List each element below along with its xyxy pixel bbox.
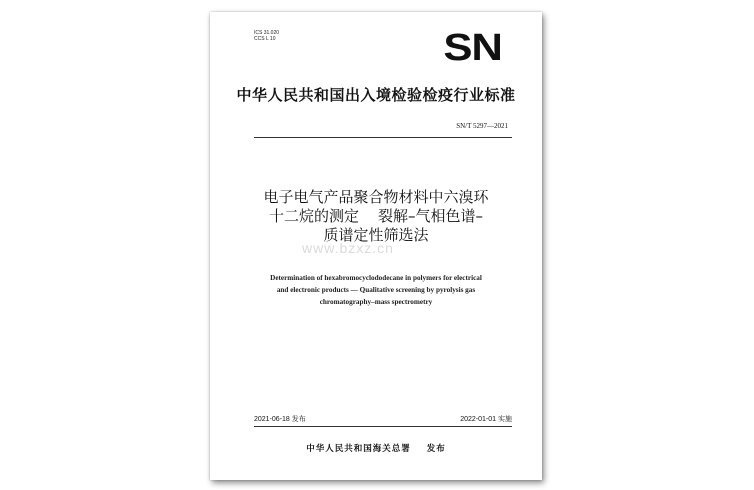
english-title-line: and electronic products — Qualitative screening by pyrolysis gas	[276, 286, 476, 294]
sn-logo: SN	[443, 27, 502, 69]
chinese-title-line: 质谱定性筛选法	[323, 226, 429, 244]
issuer-name: 中华人民共和国海关总署	[306, 444, 411, 454]
ccs-code: CCS L 10	[254, 36, 276, 42]
chinese-title-line: 电子电气产品聚合物材料中六溴环	[263, 188, 489, 206]
organization-title: 中华人民共和国出入境检验检疫行业标准	[236, 86, 516, 104]
issue-date: 2021-06-18 发布	[254, 416, 306, 423]
issuer	[210, 442, 542, 454]
standard-cover-page	[210, 12, 542, 480]
top-divider	[254, 137, 512, 138]
english-title-line: chromatography–mass spectrometry	[319, 298, 433, 306]
classification-codes	[254, 30, 279, 42]
implement-date: 2022-01-01 实施	[460, 416, 512, 423]
chinese-title-line: 十二烷的测定 裂解–气相色谱–	[268, 207, 484, 225]
watermark: www.bzxz.cn	[302, 240, 394, 256]
bottom-divider	[254, 426, 512, 427]
standard-number: SN/T 5297—2021	[456, 122, 508, 130]
chinese-title	[210, 188, 542, 245]
ics-code: ICS 31.020	[254, 30, 280, 36]
english-title	[210, 272, 542, 308]
issuer-suffix: 发布	[426, 444, 446, 454]
english-title-line: Determination of hexabromocyclododecane in polymers for electrical	[270, 274, 482, 282]
